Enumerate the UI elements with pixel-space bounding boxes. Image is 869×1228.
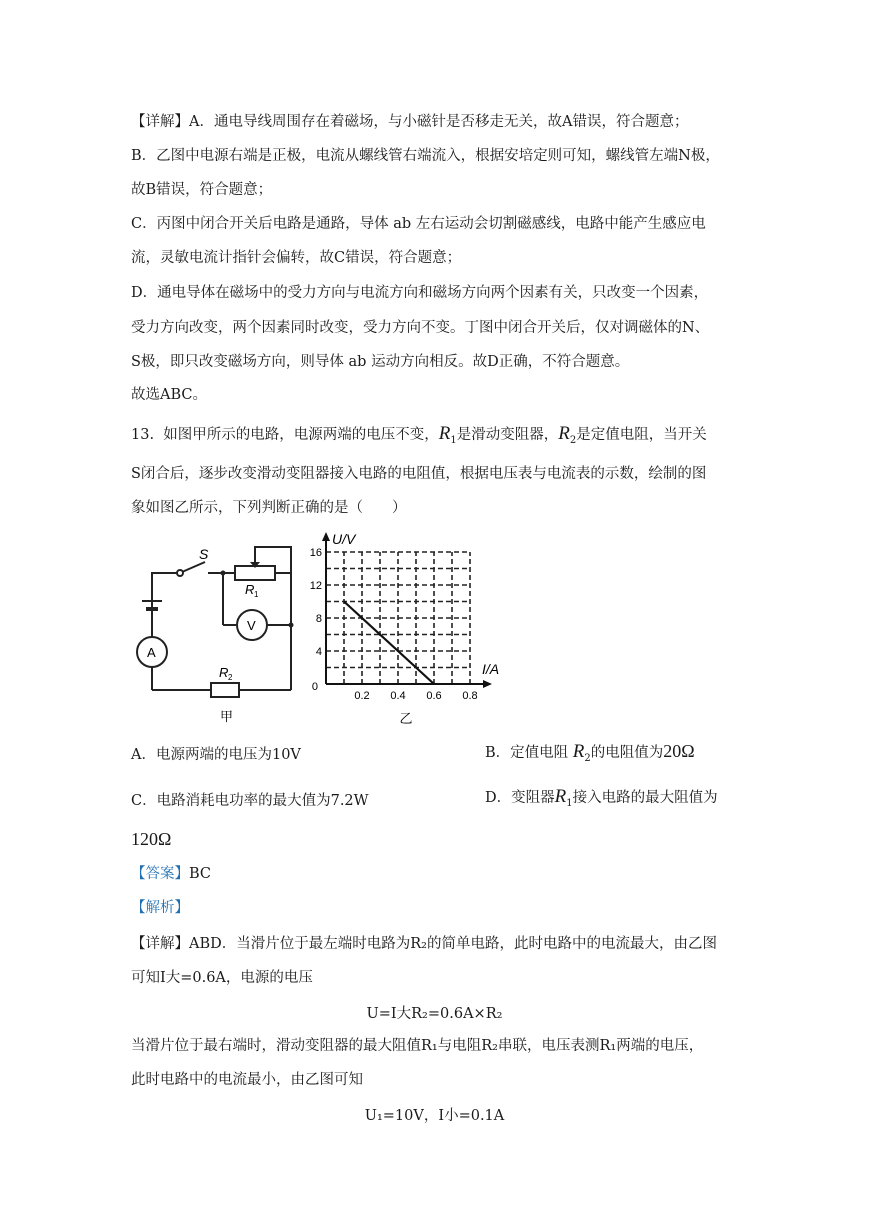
prev-detail-line-d1: D．通电导体在磁场中的受力方向与电流方向和磁场方向两个因素有关，只改变一个因素， xyxy=(131,285,709,301)
option-d-r-symbol: R xyxy=(554,786,567,807)
wire-left-top xyxy=(152,573,177,635)
prev-detail-line-c1: C．丙图中闭合开关后电路是通路，导体 ab 左右运动会切割磁感线，电路中能产生感应电 xyxy=(131,216,706,232)
detail-equation-1: U=I大R₂=0.6A×R₂ xyxy=(366,1006,503,1022)
circuit-caption: 甲 xyxy=(220,709,234,724)
y-tick-label: 12 xyxy=(309,580,322,592)
r1-label-sub: 1 xyxy=(254,590,259,599)
option-c[interactable]: C．电路消耗电功率的最大值为7.2W xyxy=(131,793,369,809)
question-number: 13. xyxy=(131,427,155,443)
option-b-middle: 的电阻值为 xyxy=(590,745,664,761)
prev-detail-line-a xyxy=(131,112,688,132)
question-line-1 xyxy=(131,424,707,451)
r2-body xyxy=(211,683,239,697)
x-tick-label: 0.4 xyxy=(390,690,406,702)
x-tick-label: 0.8 xyxy=(462,690,478,702)
origin-label: 0 xyxy=(311,681,318,693)
prev-detail-a-text: A．通电导线周围存在着磁场，与小磁针是否移走无关，故A错误，符合题意； xyxy=(189,114,689,130)
circuit-diagram xyxy=(125,535,310,730)
option-d-r-subscript: 1 xyxy=(566,797,573,809)
r1-symbol: R xyxy=(438,423,451,444)
battery-icon xyxy=(142,573,162,617)
option-b[interactable] xyxy=(485,741,695,769)
detail-tag: 【详解】 xyxy=(131,936,189,952)
r2-subscript: 2 xyxy=(569,434,577,446)
option-b-value: 20Ω xyxy=(663,741,695,761)
detail-line-4: 此时电路中的电流最小，由乙图可知 xyxy=(131,1072,363,1088)
option-d-value xyxy=(131,829,171,851)
x-tick-label: 0.6 xyxy=(426,690,442,702)
r1-subscript: 1 xyxy=(450,434,457,446)
voltmeter-label: V xyxy=(247,618,256,633)
prev-detail-line-b2: 故B错误，符合题意； xyxy=(131,182,273,198)
analysis-tag: 【解析】 xyxy=(131,900,189,916)
question-text-a: 如图甲所示的电路，电源两端的电压不变， xyxy=(163,427,439,443)
y-tick-label: 8 xyxy=(315,613,322,625)
x-axis-arrow-icon xyxy=(483,680,492,688)
answer-tag: 【答案】 xyxy=(131,866,189,882)
chart-caption: 乙 xyxy=(399,711,413,726)
switch-label: S xyxy=(199,546,209,562)
question-line-3: 象如图乙所示，下列判断正确的是（ ） xyxy=(131,500,407,516)
question-text-b: 是滑动变阻器， xyxy=(456,427,559,443)
r1-label: R xyxy=(245,582,255,597)
option-d-value-text: 120Ω xyxy=(131,829,172,849)
r2-label: R xyxy=(219,665,229,680)
answer-value: BC xyxy=(189,866,212,882)
y-axis-label: U/V xyxy=(332,531,356,547)
junction-dot xyxy=(289,623,294,628)
detail-equation-2: U₁=10V，I小=0.1A xyxy=(364,1108,505,1124)
prev-detail-line-d3: S极，即只改变磁场方向，则导体 ab 运动方向相反。故D正确，不符合题意。 xyxy=(131,354,630,370)
switch-blade xyxy=(182,562,205,572)
junction-dot xyxy=(221,571,226,576)
detail-l1-text: ABD．当滑片位于最左端时电路为R₂的简单电路，此时电路中的电流最大，由乙图 xyxy=(189,936,717,952)
prev-detail-line-b1: B．乙图中电源右端是正极，电流从螺线管右端流入，根据安培定则可知，螺线管左端N极， xyxy=(131,148,720,164)
question-line-2: S闭合后，逐步改变滑动变阻器接入电路的电阻值，根据电压表与电流表的示数，绘制的图 xyxy=(131,466,707,482)
option-b-r-subscript: 2 xyxy=(584,752,591,764)
y-tick-label: 16 xyxy=(309,547,322,559)
option-b-r-symbol: R xyxy=(572,741,585,762)
prev-detail-line-c2: 流，灵敏电流计指针会偏转，故C错误，符合题意； xyxy=(131,250,462,266)
x-tick-label: 0.2 xyxy=(354,690,370,702)
analysis-line xyxy=(131,898,189,918)
detail-line-1 xyxy=(131,934,717,954)
x-axis-label: I/A xyxy=(482,661,500,677)
option-d-prefix: D．变阻器 xyxy=(485,790,555,806)
detail-line-3: 当滑片位于最右端时，滑动变阻器的最大阻值R₁与电阻R₂串联，电压表测R₁两端的电压， xyxy=(131,1038,704,1054)
question-text-c: 是定值电阻，当开关 xyxy=(576,427,707,443)
r1-body xyxy=(235,566,275,580)
ammeter-label: A xyxy=(147,645,156,660)
prev-detail-conclusion: 故选ABC。 xyxy=(131,387,207,403)
option-d-middle: 接入电路的最大阻值为 xyxy=(572,790,718,806)
option-a[interactable]: A．电源两端的电压为10V xyxy=(131,747,301,763)
y-axis-arrow-icon xyxy=(322,532,330,541)
u-i-chart xyxy=(306,528,526,733)
option-d[interactable] xyxy=(485,787,718,814)
data-series-line xyxy=(344,602,434,685)
answer-line xyxy=(131,864,211,884)
option-b-prefix: B．定值电阻 xyxy=(485,745,569,761)
r2-symbol: R xyxy=(558,423,570,444)
prev-detail-tag: 【详解】 xyxy=(131,114,189,130)
detail-line-2: 可知I大=0.6A，电源的电压 xyxy=(131,970,313,986)
prev-detail-line-d2: 受力方向改变，两个因素同时改变，受力方向不变。丁图中闭合开关后，仅对调磁体的N、 xyxy=(131,320,710,336)
y-tick-label: 4 xyxy=(315,646,322,658)
r2-label-sub: 2 xyxy=(228,673,233,682)
